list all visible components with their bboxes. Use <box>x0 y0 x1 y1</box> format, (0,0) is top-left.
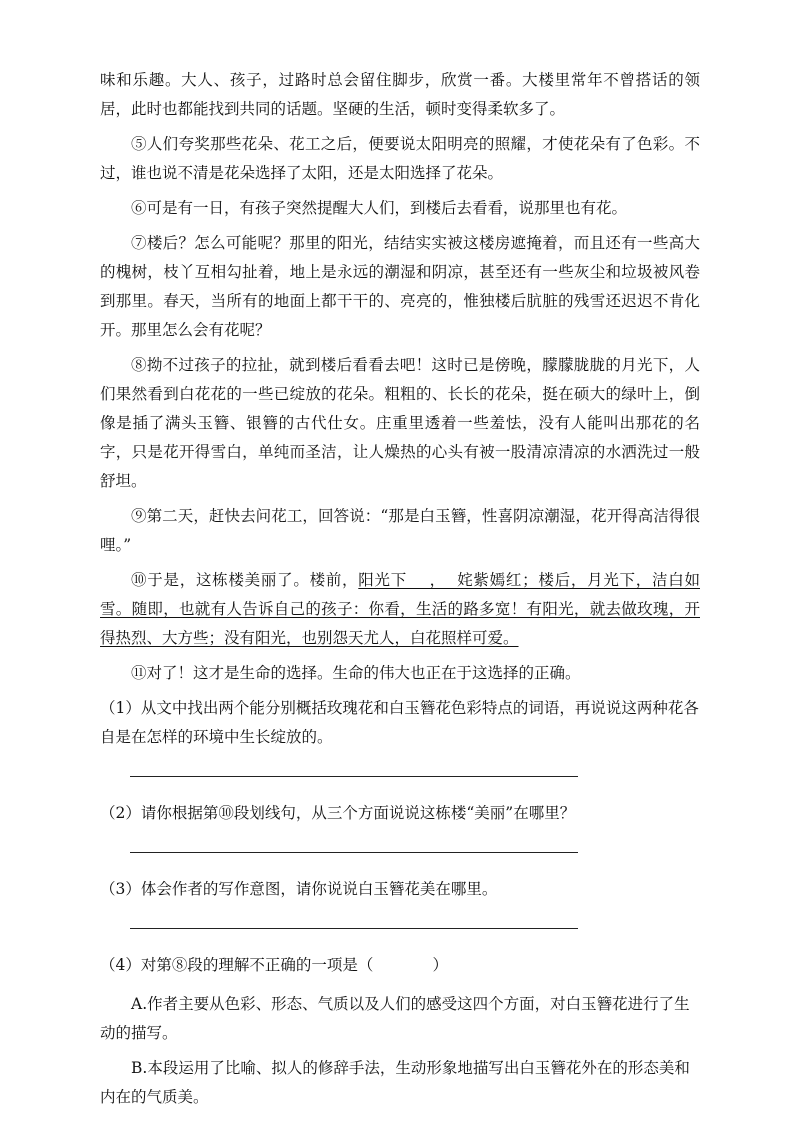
answer-line-1[interactable] <box>130 762 578 777</box>
answer-line-2[interactable] <box>130 838 578 853</box>
paragraph-10-lead: ⑩于是，这栋楼美丽了。楼前， <box>131 571 359 589</box>
option-b: B.本段运用了比喻、拟人的修辞手法，生动形象地描写出白玉簪花外在的形态美和内在的气质美。 <box>100 1059 690 1106</box>
option-a: A.作者主要从色彩、形态、气质以及人们的感受这四个方面，对白玉簪花进行了生动的描写。 <box>100 995 690 1042</box>
paragraph-continued: 味和乐趣。大人、孩子，过路时总会留住脚步，欣赏一番。大楼里常年不曾搭话的领居，此时也都能找到共同的话题。坚硬的生活，顿时变得柔软多了。 <box>100 71 700 118</box>
paragraph-7: ⑦楼后？怎么可能呢？那里的阳光，结结实实被这楼房遮掩着，而且还有一些高大的槐树，枝丫互相勾扯着，地上是永远的潮湿和阴凉，甚至还有一些灰尘和垃圾被风卷到那里。春天，当所有的地面上都干干的、亮亮的，惟独楼后肮脏的残雪还迟迟不肯化开。那里怎么会有花呢？ <box>100 234 700 339</box>
question-4: （4）对第⑧段的理解不正确的一项是（ ） <box>100 956 448 974</box>
paragraph-8: ⑧拗不过孩子的拉扯，就到楼后看看去吧！这时已是傍晚，朦朦胧胧的月光下，人们果然看到白花花的一些已绽放的花朵。粗粗的、长长的花朵，挺在硕大的绿叶上，倒像是插了满头玉簪、银簪的古代仕女。庄重里透着一些羞怯，没有人能叫出那花的名字，只是花开得雪白，单纯而圣洁，让人燥热的心头有被一股清凉清凉的水洒洗过一般舒坦。 <box>100 356 700 490</box>
paragraph-10-underlined-sentence: 阳光下 ， 姹紫嫣红；楼后，月光下，洁白如雪。随即，也就有人告诉自己的孩子：你看，生活的路多宽！有阳光，就去做玫瑰，开得热烈、大方些；没有阳光，也别怨天尤人，白花照样可爱。 <box>100 571 700 647</box>
paragraph-6: ⑥可是有一日，有孩子突然提醒大人们，到楼后去看看，说那里也有花。 <box>131 199 628 217</box>
paragraph-9: ⑨第二天，赶快去问花工，回答说：“那是白玉簪，性喜阴凉潮湿，花开得高洁得很哩。” <box>100 507 700 554</box>
question-1: （1）从文中找出两个能分别概括玫瑰花和白玉簪花色彩特点的词语，再说说这两种花各自是在怎样的环境中生长绽放的。 <box>100 699 699 746</box>
question-3: （3）体会作者的写作意图，请你说说白玉簪花美在哪里。 <box>100 880 498 898</box>
answer-line-3[interactable] <box>130 914 578 929</box>
paragraph-11: ⑪对了！这才是生命的选择。生命的伟大也正在于这选择的正确。 <box>131 664 581 682</box>
paragraph-10 <box>100 566 700 653</box>
document-page <box>100 66 700 1118</box>
question-2: （2）请你根据第⑩段划线句，从三个方面说说这栋楼“美丽”在哪里？ <box>100 804 576 822</box>
paragraph-5: ⑤人们夸奖那些花朵、花工之后，便要说太阳明亮的照耀，才使花朵有了色彩。不过，谁也说不清是花朵选择了太阳，还是太阳选择了花朵。 <box>100 135 700 182</box>
